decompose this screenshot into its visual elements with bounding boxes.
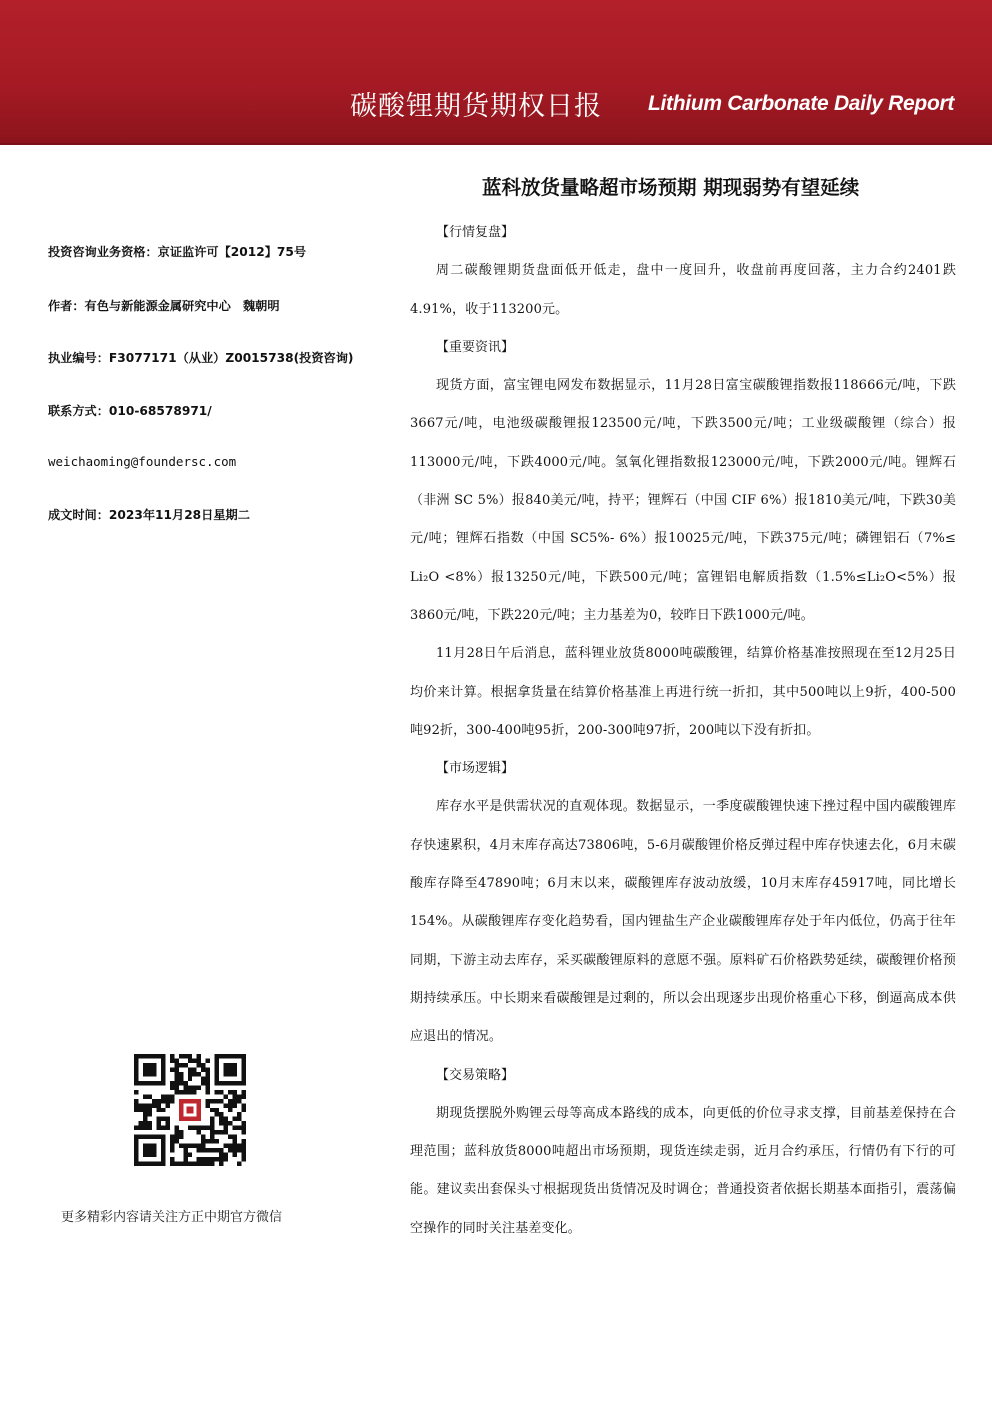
contact-line: 联系方式：010-68578971/ — [48, 404, 212, 418]
qr-caption: 更多精彩内容请关注方正中期官方微信 — [61, 1210, 283, 1225]
report-body — [410, 214, 956, 1248]
body-paragraph: 库存水平是供需状况的直观体现。数据显示，一季度碳酸锂快速下挫过程中国内碳酸锂库存快速累积，4月末库存高达73806吨，5-6月碳酸锂价格反弹过程中库存快速去化，6月末碳酸库存降至47890吨；6月末以来，碳酸锂库存波动放缓，10月末库存45917吨，同比增长154%。从碳酸锂库存变化趋势看，国内锂盐生产企业碳酸锂库存处于年内低位，仍高于往年同期，下游主动去库存，采买碳酸锂原料的意愿不强。原料矿石价格跌势延续，碳酸锂价格预期持续承压。中长期来看碳酸锂是过剩的，所以会出现逐步出现价格重心下移，倒逼高成本供应退出的情况。 — [410, 799, 956, 1045]
license-line: 执业编号：F3077171（从业）Z0015738(投资咨询) — [48, 351, 354, 365]
report-title-cn: 碳酸锂期货期权日报 — [350, 91, 602, 122]
wechat-qr-code — [134, 1054, 246, 1166]
body-paragraph: 11月28日午后消息，蓝科锂业放货8000吨碳酸锂，结算价格基准按照现在至12月25日均价来计算。根据拿货量在结算价格基准上再进行统一折扣，其中500吨以上9折，400-500吨92折，300-400吨95折，200-300吨97折，200吨以下没有折扣。 — [410, 646, 956, 738]
document-title: 蓝科放货量略超市场预期 期现弱势有望延续 — [482, 176, 860, 199]
section-heading: 【交易策略】 — [436, 1067, 515, 1083]
section-heading: 【重要资讯】 — [436, 339, 515, 355]
section-heading: 【行情复盘】 — [436, 225, 515, 240]
report-title-en: Lithium Carbonate Daily Report — [648, 92, 955, 115]
report-header — [0, 0, 992, 145]
body-paragraph: 周二碳酸锂期货盘面低开低走，盘中一度回升，收盘前再度回落，主力合约2401跌4.91%，收于113200元。 — [410, 263, 956, 317]
email-line[interactable]: weichaoming@foundersc.com — [48, 454, 237, 469]
date-line: 成文时间：2023年11月28日星期二 — [48, 508, 250, 522]
section-heading: 【市场逻辑】 — [436, 761, 515, 777]
body-paragraph: 期现货摆脱外购锂云母等高成本路线的成本，向更低的价位寻求支撑，目前基差保持在合理范围；蓝科放货8000吨超出市场预期，现货连续走弱，近月合约承压，行情仍有下行的可能。建议卖出套保头寸根据现货出货情况及时调仓；普通投资者依据长期基本面指引，震荡偏空操作的同时关注基差变化。 — [410, 1105, 956, 1236]
qualification-line: 投资咨询业务资格：京证监许可【2012】75号 — [48, 245, 307, 259]
author-line: 作者：有色与新能源金属研究中心 魏朝明 — [48, 299, 280, 313]
body-paragraph: 现货方面，富宝锂电网发布数据显示，11月28日富宝碳酸锂指数报118666元/吨，下跌3667元/吨，电池级碳酸锂报123500元/吨，下跌3500元/吨；工业级碳酸锂（综合）报113000元/吨，下跌4000元/吨。氢氧化锂指数报123000元/吨，下跌2000元/吨。锂辉石（非洲 SC 5%）报840美元/吨，持平；锂辉石（中国 CIF 6%）报1810美元/吨，下跌30美元/吨；锂辉石指数（中国 SC5%- 6%）报10025元/吨，下跌375元/吨；磷锂铝石（7%≤ Li₂O <8%）报13250元/吨，下跌500元/吨；富锂铝电解质指数（1.5%≤Li₂O<5%）报3860元/吨，下跌220元/吨；主力基差为0，较昨日下跌1000元/吨。 — [410, 378, 956, 623]
